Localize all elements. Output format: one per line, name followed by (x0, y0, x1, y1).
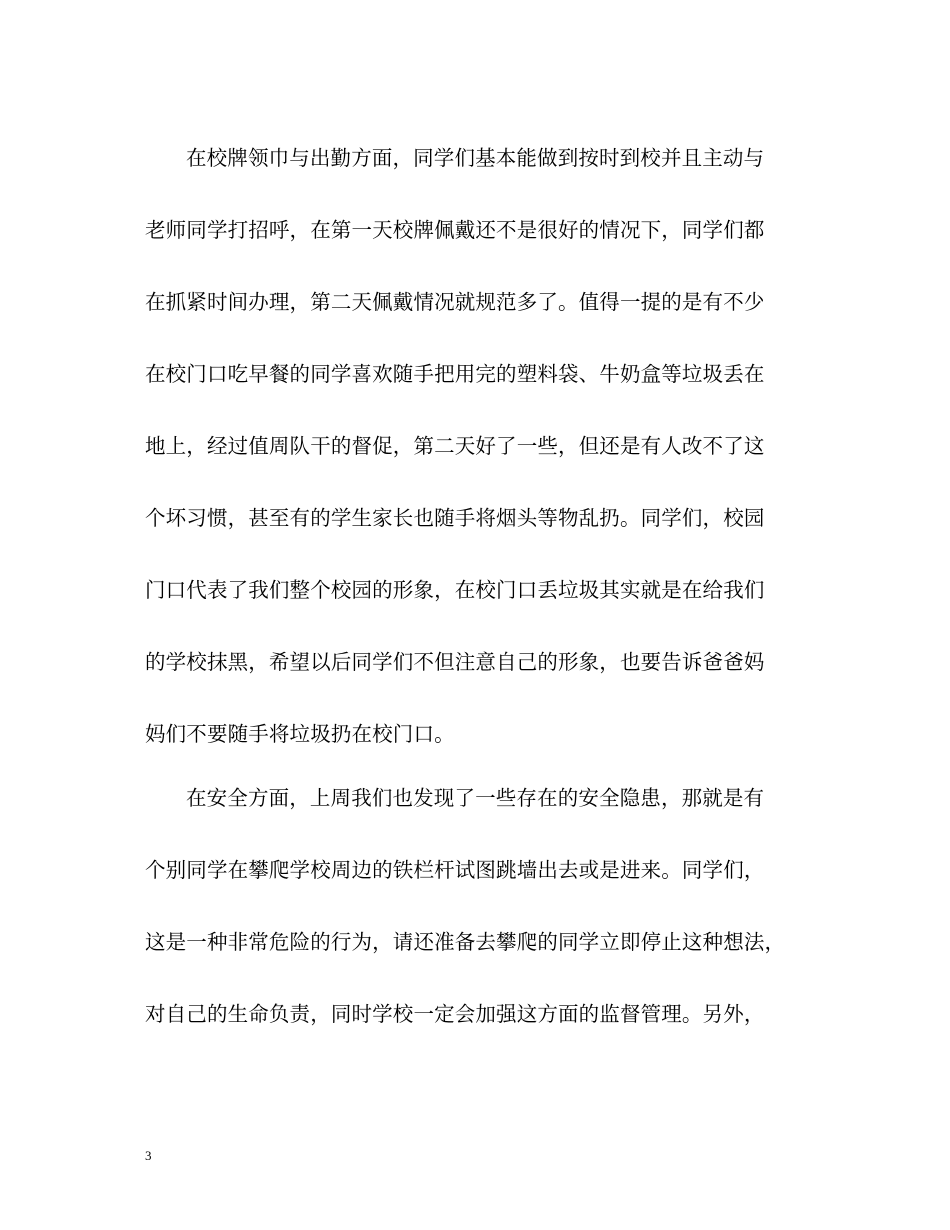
text-line: 在安全方面，上周我们也发现了一些存在的安全隐患，那就是有 (186, 786, 765, 810)
text-line: 在抓紧时间办理，第二天佩戴情况就规范多了。值得一提的是有不少 (145, 290, 765, 314)
text-line: 在校牌领巾与出勤方面，同学们基本能做到按时到校并且主动与 (186, 146, 765, 170)
text-line: 妈们不要随手将垃圾扔在校门口。 (145, 722, 455, 746)
text-line: 这是一种非常危险的行为，请还准备去攀爬的同学立即停止这种想法， (145, 930, 786, 954)
text-line: 的学校抹黑，希望以后同学们不但注意自己的形象，也要告诉爸爸妈 (145, 650, 765, 674)
page-number: 3 (145, 1148, 152, 1163)
text-line: 老师同学打招呼，在第一天校牌佩戴还不是很好的情况下，同学们都 (145, 218, 765, 242)
text-line: 个别同学在攀爬学校周边的铁栏杆试图跳墙出去或是进来。同学们， (145, 858, 765, 882)
text-line: 对自己的生命负责，同时学校一定会加强这方面的监督管理。另外， (145, 1002, 765, 1026)
text-line: 在校门口吃早餐的同学喜欢随手把用完的塑料袋、牛奶盒等垃圾丢在 (145, 362, 765, 386)
text-line: 地上，经过值周队干的督促，第二天好了一些，但还是有人改不了这 (145, 434, 765, 458)
text-line: 个坏习惯，甚至有的学生家长也随手将烟头等物乱扔。同学们，校园 (145, 506, 765, 530)
text-line: 门口代表了我们整个校园的形象，在校门口丢垃圾其实就是在给我们 (145, 578, 765, 602)
